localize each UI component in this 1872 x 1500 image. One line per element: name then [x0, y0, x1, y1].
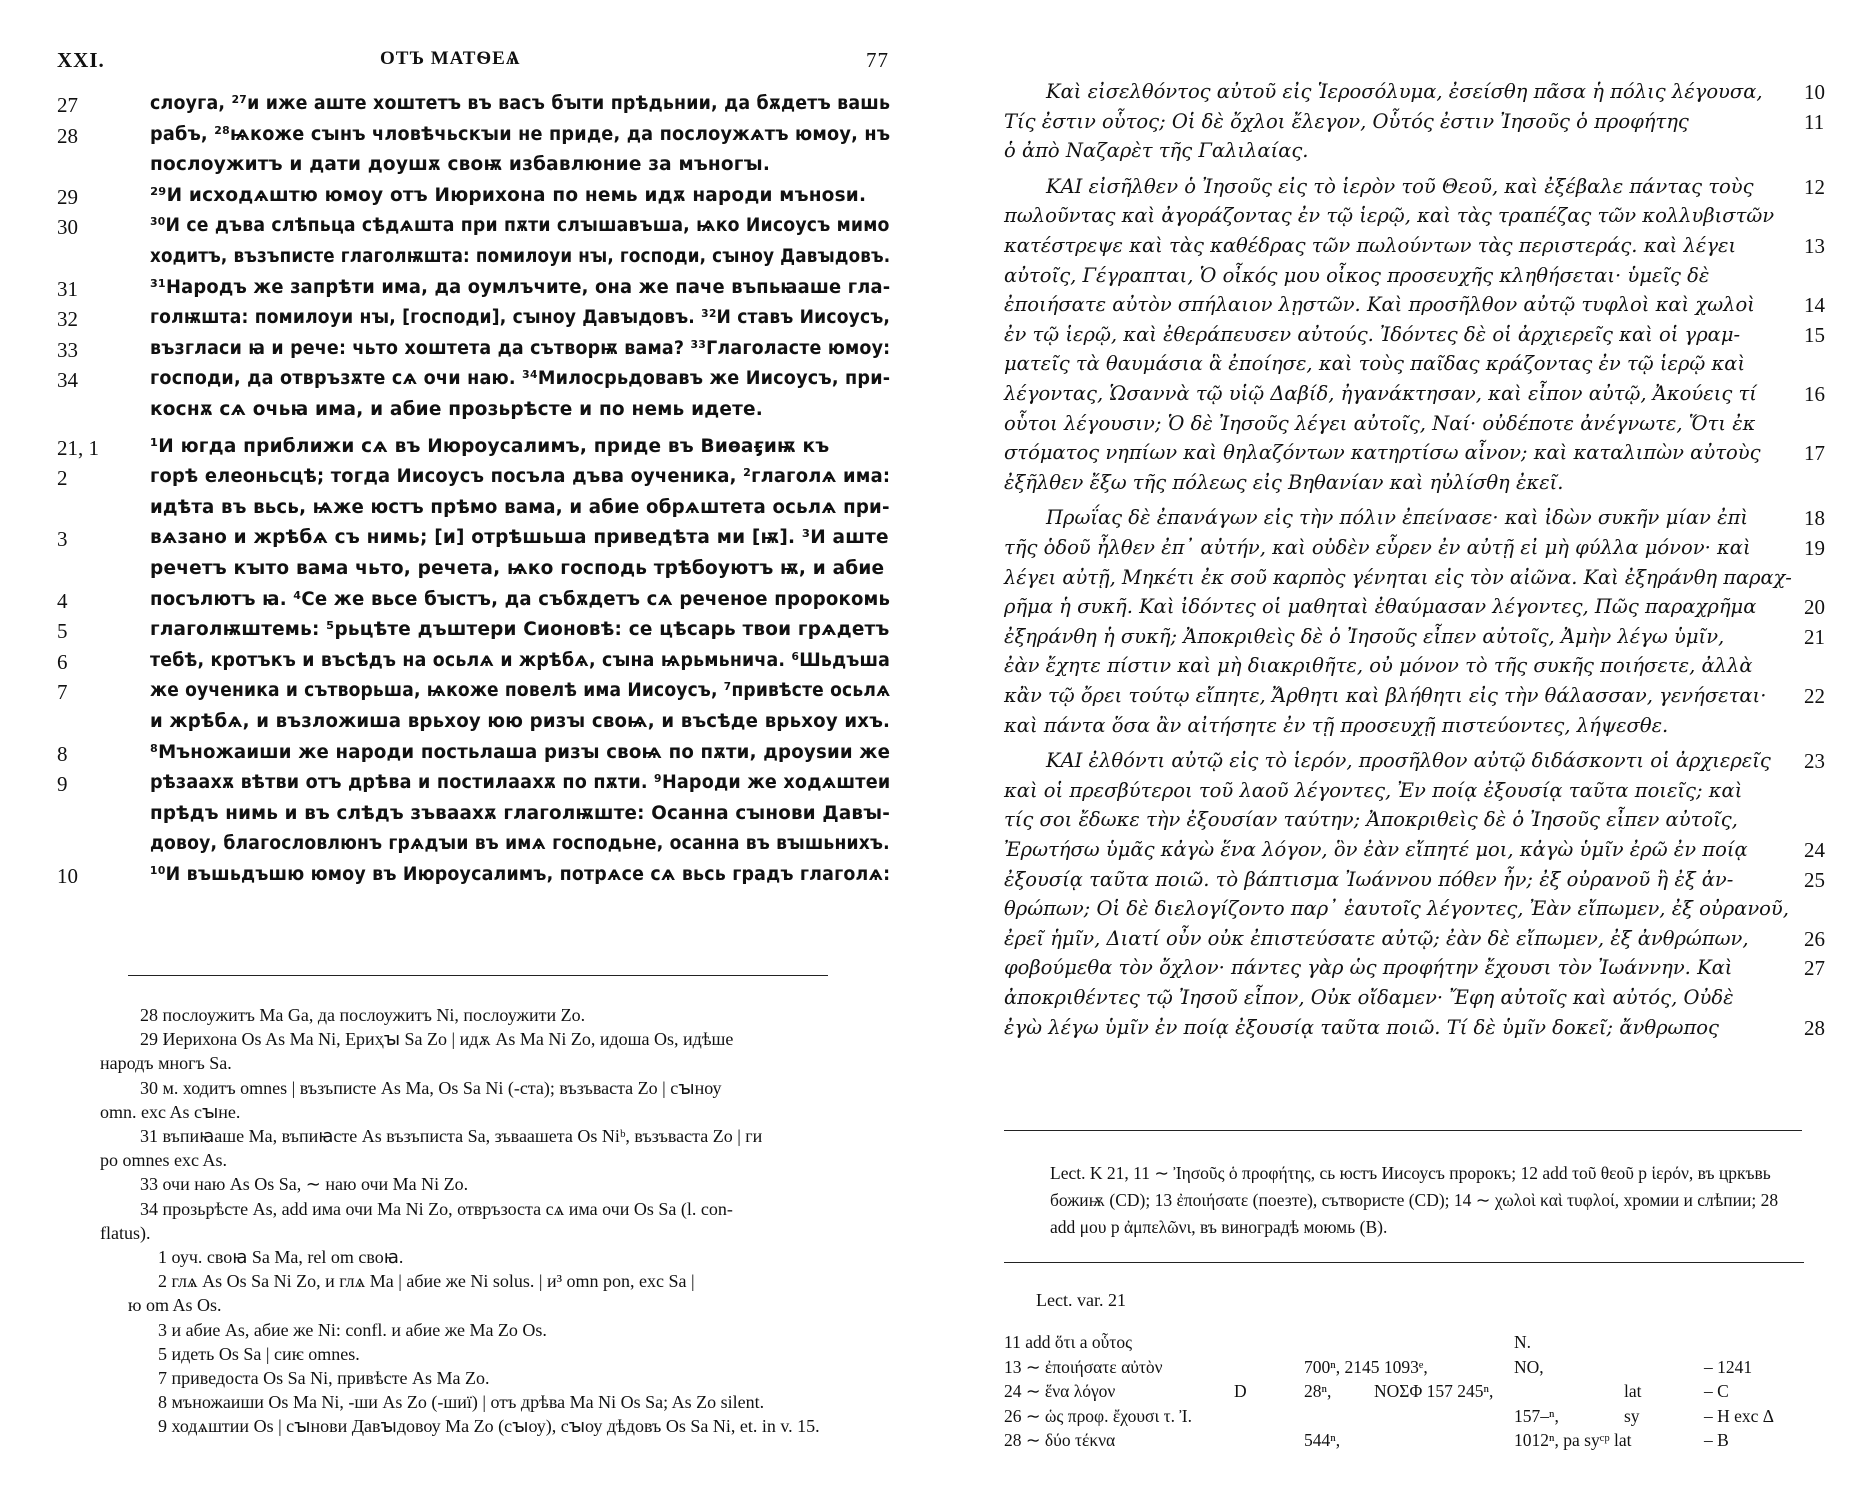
line-text: глаголѭштемь: ⁵рьцѣте дъштери Сионовѣ: се цѣсарь твои грѧдетъ [150, 619, 890, 641]
text-line [0, 215, 936, 245]
line-text: ἐγὼ λέγω ὑμῖν ἐν ποίᾳ ἐξουσίᾳ ταῦτα ποιῶ. Τί δὲ ὑμῖν δοκεῖ; ἄνθρωπος [1004, 1015, 1719, 1039]
right-page [936, 0, 1872, 1500]
variant-cell: 1012ⁿ, pa syᶜᵖ lat [1514, 1430, 1632, 1450]
verse-number: 34 [57, 368, 78, 393]
verse-number: 24 [1804, 838, 1825, 862]
footnote-line: 5 идеть Os Sa | сиѥ omnes. [158, 1343, 360, 1364]
footnote-line: 33 очи наю As Os Sa, ∼ наю очи Ma Ni Zo. [140, 1174, 469, 1195]
variant-cell: ΝΟΣΦ 157 245ⁿ, [1374, 1381, 1494, 1401]
verse-number: 3 [57, 527, 68, 552]
verse-number: 14 [1804, 293, 1825, 318]
text-line [0, 399, 936, 429]
variant-cell: sy [1624, 1405, 1640, 1426]
variant-row [1004, 1430, 1794, 1454]
verse-number: 17 [1804, 441, 1825, 466]
verse-number: 28 [1804, 1015, 1825, 1040]
verse-number: 9 [57, 772, 68, 797]
line-text: ρῆμα ἡ συκῆ. Καὶ ἰδόντες οἱ μαθηταὶ ἐθαύμασαν λέγοντες, Πῶς παραχρῆμα [1004, 595, 1757, 619]
lectionary-note: Lect. K 21, 11 ∼ Ἰησοῦς ὁ προφήτης, сь юстъ Иисоусъ пророкъ; 12 add τοῦ θεοῦ p ἱερόν, въ цркъвь божиѭ (CD); 13 ἐποιήσατε (поезте), сътвористе (CD); 14 ∼ χωλοὶ καὶ τυφλοί, хромии и слѣпии; 28 add μου p ἀμπελῶνι, въ виноградѣ моюмь (B). [1050, 1163, 1779, 1237]
variant-cell: 11 add ὅτι a οὗτος [1004, 1332, 1133, 1352]
line-text: καὶ οἱ πρεσβύτεροι τοῦ λαοῦ λέγοντες, Ἐν ποίᾳ ἐξουσίᾳ ταῦτα ποιεῖς; καὶ [1004, 778, 1743, 802]
line-text: Καὶ εἰσελθόντος αὐτοῦ εἰς Ἱεροσόλυμα, ἐσείσθη πᾶσα ἡ πόλις λέγουσα, [1046, 80, 1763, 103]
text-line [936, 654, 1872, 684]
text-line [936, 412, 1872, 442]
verse-number: 13 [1804, 234, 1825, 258]
line-text: ³¹Народъ же запрѣти има, да оумлъчите, она же паче въпьꙗаше гла- [150, 276, 891, 298]
verse-number: 19 [1804, 536, 1825, 560]
line-text: идѣта въ вьсь, ѩже юстъ прѣмо вама, и абие обрѧштета осьлѧ при- [150, 496, 890, 518]
variant-cell: 544ⁿ, [1304, 1430, 1341, 1450]
line-text: θρώπων; Οἱ δὲ διελογίζοντο παρ᾽ ἑαυτοῖς λέγοντες, Ἐὰν εἴπωμεν, ἐξ οὐρανοῦ, [1004, 897, 1789, 921]
variants-title: Lect. var. 21 [1036, 1290, 1126, 1310]
line-text: послоужитъ и дати доушѫ своѭ избавлюние за мъногꙑ. [150, 154, 771, 176]
verse-number: 32 [57, 307, 78, 332]
line-text: ἐν τῷ ἱερῷ, καὶ ἐθεράπευσεν αὐτούς. Ἰδόντες δὲ οἱ ἀρχιερεῖς καὶ οἱ γραμ- [1004, 322, 1741, 346]
footnote-line: ю om As Os. [128, 1295, 222, 1316]
variant-row [1004, 1406, 1794, 1430]
footnote-line: 2 глѧ As Os Sa Ni Zo, и глѧ Ma | абие же Ni solus. | и³ omn pon, exc Sa | [158, 1271, 695, 1292]
verse-number: 2 [57, 466, 68, 491]
text-line [936, 234, 1872, 264]
verse-number: 7 [57, 680, 68, 705]
variant-cell: 28ⁿ, [1304, 1381, 1332, 1401]
text-line [0, 589, 936, 619]
text-line [0, 307, 936, 337]
text-line [936, 566, 1872, 596]
verse-number: 11 [1804, 109, 1825, 134]
text-line [936, 927, 1872, 957]
line-text: тебѣ, кротъкъ и въсѣдъ на осьлѧ и жрѣбѧ, сꙑна ѩрьмьнича. ⁶Шьдъша [150, 649, 891, 671]
verse-number: 10 [57, 864, 78, 888]
line-text: же оученика и сътворьша, ѩкоже повелѣ има Иисоусъ, ⁷привѣсте осьлѧ [150, 680, 891, 702]
text-line [0, 711, 936, 741]
variant-cell: – H exc Δ [1704, 1405, 1775, 1426]
variant-cell: 28 ∼ δύο τέκνα [1004, 1430, 1116, 1450]
verse-number: 33 [57, 337, 78, 362]
text-line [936, 1016, 1872, 1046]
text-line [936, 293, 1872, 323]
line-text: рабъ, ²⁸ѩкоже сꙑнъ чловѣчьскꙑи не приде, да послоужѧтъ юмоу, нъ [150, 123, 891, 145]
text-line [0, 277, 936, 307]
line-text: вѧзано и жрѣбѧ съ нимь; [и] отрѣшьша приведѣта ми [ѭ]. ³И аште [150, 527, 889, 549]
text-line [936, 808, 1872, 838]
variant-cell: – B [1704, 1430, 1729, 1450]
footnote-line: omn. exc As сꙑне. [100, 1101, 241, 1122]
line-text: ματεῖς τὰ θαυμάσια ἃ ἐποίησε, καὶ τοὺς παῖδας κράζοντας ἐν τῷ ἱερῷ καὶ [1004, 352, 1746, 376]
line-text: ἐξουσίᾳ ταῦτα ποιῶ. τὸ βάπτισμα Ἰωάννου πόθεν ἦν; ἐξ οὐρανοῦ ἢ ἐξ ἀν- [1004, 867, 1734, 891]
footnote-line: 9 ходѧштии Os | сꙑнови Давꙑдовоу Ma Zo (сꙑоу), сꙑоу дѣдовъ Os Sa Ni, et. in v. 15. [158, 1416, 820, 1437]
text-line [936, 441, 1872, 471]
footnote-line: 3 и абие As, абие же Ni: confl. и абие же Ma Zo Os. [158, 1319, 547, 1340]
variant-cell: 24 ∼ ἕνα λόγον [1004, 1381, 1116, 1401]
text-line [936, 838, 1872, 868]
line-text: Τίς ἐστιν οὗτος; Οἱ δὲ ὄχλοι ἔλεγον, Οὗτός ἐστιν Ἰησοῦς ὁ προφήτης [1004, 109, 1689, 133]
line-text: господи, да отвръзѫте сѧ очи наю. ³⁴Милосрьдовавъ же Иисоусъ, при- [150, 368, 891, 390]
verse-number: 6 [57, 649, 68, 674]
line-text: ἐρεῖ ἡμῖν, Διατί οὖν οὐκ ἐπιστεύσατε αὐτῷ; ἐὰν δὲ εἴπωμεν, ἐξ ἀνθρώπων, [1004, 926, 1749, 950]
text-line [936, 714, 1872, 744]
variant-cell: D [1234, 1381, 1247, 1401]
line-text: οὗτοι λέγουσιν; Ὁ δὲ Ἰησοῦς λέγει αὐτοῖς, Ναί· οὐδέποτε ἀνέγνωτε, Ὅτι ἐκ [1004, 411, 1756, 435]
variant-cell: – 1241 [1704, 1356, 1753, 1377]
line-text: ἀποκριθέντες τῷ Ἰησοῦ εἶπον, Οὐκ οἴδαμεν· Ἔφη αὐτοῖς καὶ αὐτός, Οὐδὲ [1004, 986, 1734, 1009]
line-text: речетъ кꙑто вама чьто, речета, ѩко господь трѣбоуютъ ѭ, и абие [150, 558, 885, 579]
running-title: ОТЪ МАТѲЕѦ [380, 48, 521, 69]
variant-cell: – C [1704, 1381, 1729, 1401]
text-line [936, 536, 1872, 566]
text-line [0, 650, 936, 680]
line-text: голѭшта: помилоуи нꙑ, [господи], сꙑноу Давꙑдовъ. ³²И ставъ Иисоусъ, [150, 307, 891, 329]
text-line [936, 352, 1872, 382]
footnote-divider [128, 975, 828, 976]
line-text: ἐξῆλθεν ἔξω τῆς πόλεως εἰς Βηθανίαν καὶ ηὐλίσθη ἐκεῖ. [1004, 470, 1564, 494]
text-line [0, 680, 936, 710]
verse-number: 20 [1804, 595, 1825, 620]
variant-row [1004, 1357, 1794, 1381]
text-line [936, 956, 1872, 986]
line-text: φοβούμεθα τὸν ὄχλον· πάντες γὰρ ὡς προφήτην ἔχουσι τὸν Ἰωάννην. Καὶ [1004, 956, 1733, 980]
text-line [936, 110, 1872, 140]
text-line [936, 625, 1872, 655]
line-text: рѣзаахѫ вѣтви отъ дрѣва и постилаахѫ по пѫти. ⁹Народи же ходѧштеи [150, 772, 891, 794]
line-text: възгласи ꙗ и рече: чьто хоштета да сътворѭ вама? ³³Глаголасте юмоу: [150, 337, 891, 359]
footnote-line: 7 приведоста Os Sa Ni, привѣсте As Ma Zo. [158, 1368, 490, 1388]
text-line [936, 204, 1872, 234]
line-text: Ἐρωτήσω ὑμᾶς κἀγὼ ἕνα λόγον, ὃν ἐὰν εἴπητέ μοι, κἀγὼ ὑμῖν ἐρῶ ἐν ποίᾳ [1004, 838, 1748, 861]
footnote-line: народъ многъ Sa. [100, 1053, 232, 1074]
lect-divider [1004, 1130, 1802, 1131]
text-line [0, 368, 936, 398]
line-text: Πρωΐας δὲ ἐπανάγων εἰς τὴν πόλιν ἐπείνασε· καὶ ἰδὼν συκῆν μίαν ἐπὶ [1046, 506, 1749, 530]
line-text: ⁸Мъножаиши же народи постьлаша ризꙑ своѩ по пѫти, дроуѕии же [150, 741, 891, 763]
text-line [936, 80, 1872, 110]
verse-number: 15 [1804, 322, 1825, 347]
line-text: ходитъ, възъписте глаголѭшта: помилоуи нꙑ, господи, сꙑноу Давꙑдовъ. [150, 246, 891, 267]
verse-number: 10 [1804, 80, 1825, 104]
text-line [936, 382, 1872, 412]
text-line [0, 436, 936, 466]
verse-number: 5 [57, 619, 68, 644]
text-line [936, 779, 1872, 809]
line-text: τῆς ὁδοῦ ἦλθεν ἐπ᾽ αὐτήν, καὶ οὐδὲν εὗρεν ἐν αὐτῇ εἰ μὴ φύλλα μόνον· καὶ [1004, 536, 1751, 559]
chapter-number: XXI. [57, 48, 105, 72]
line-text: κατέστρεψε καὶ τὰς καθέδρας τῶν πωλούντων τὰς περιστεράς. καὶ λέγει [1004, 234, 1737, 257]
text-line [936, 323, 1872, 353]
verse-number: 21, 1 [57, 435, 99, 460]
footnote-line: 8 мъножаиши Os Ma Ni, -ши As Zo (-шиї) | отъ дрѣва Ma Ni Os Sa; As Zo silent. [158, 1392, 765, 1413]
verse-number: 29 [57, 184, 78, 209]
text-line [936, 897, 1872, 927]
variant-row [1004, 1381, 1794, 1405]
footnote-line: 34 прозьрѣсте As, add има очи Ma Ni Zo, отвръзоста сѧ има очи Os Sa (l. con- [140, 1198, 733, 1219]
footnote-line: 28 послоужитъ Ma Ga, да послоужитъ Ni, послоужити Zo. [140, 1005, 586, 1025]
verse-number: 12 [1804, 174, 1825, 199]
text-line [936, 471, 1872, 501]
line-text: κἂν τῷ ὄρει τούτῳ εἴπητε, Ἄρθητι καὶ βλήθητι εἰς τὴν θάλασσαν, γενήσεται· [1004, 684, 1767, 707]
text-line [0, 124, 936, 154]
text-line [0, 833, 936, 863]
text-line [0, 619, 936, 649]
line-text: слоуга, ²⁷и иже аште хоштетъ въ васъ бꙑти прѣдьнии, да бѫдетъ вашь [150, 93, 891, 114]
text-line [936, 749, 1872, 779]
line-text: и жрѣбѧ, и възложиша врьхоу юю ризꙑ своѩ, и въсѣде врьхоу ихъ. [150, 711, 891, 732]
variant-cell: 157–ⁿ, [1514, 1405, 1559, 1426]
text-line [0, 772, 936, 802]
verse-number: 26 [1804, 926, 1825, 951]
text-line [0, 558, 936, 588]
line-text: καὶ πάντα ὅσα ἂν αἰτήσητε ἐν τῇ προσευχῇ πιστεύοντες, λήψεσθε. [1004, 713, 1669, 737]
text-line [936, 684, 1872, 714]
text-line [936, 986, 1872, 1016]
variant-cell: NO, [1514, 1356, 1544, 1377]
footnote-line: flatus). [100, 1222, 151, 1243]
verse-number: 25 [1804, 867, 1825, 892]
line-text: ἐποιήσατε αὐτὸν σπήλαιον λῃστῶν. Καὶ προσῆλθον αὐτῷ τυφλοὶ καὶ χωλοὶ [1004, 293, 1755, 317]
line-text: ΚΑΙ εἰσῆλθεν ὁ Ἰησοῦς εἰς τὸ ἱερὸν τοῦ Θεοῦ, καὶ ἐξέβαλε πάντας τοὺς [1046, 174, 1754, 198]
verse-number: 27 [57, 93, 78, 117]
line-text: прѣдъ нимь и въ слѣдъ зъваахѫ глаголѭште: Осанна сꙑнови Давꙑ- [150, 802, 891, 824]
verse-number: 8 [57, 741, 68, 766]
text-line [936, 868, 1872, 898]
text-line [936, 139, 1872, 169]
text-line [936, 264, 1872, 294]
line-text: посълютъ ꙗ. ⁴Се же вьсе бꙑстъ, да събѫдетъ сѧ реченое пророкомь [150, 588, 891, 610]
page-number: 77 [866, 48, 889, 72]
variant-row [1004, 1332, 1794, 1356]
line-text: горѣ елеоньсцѣ; тогда Иисоусъ посъла дъва оученика, ²глаголѧ има: [150, 466, 891, 488]
line-text: στόματος νηπίων καὶ θηλαζόντων κατηρτίσω αἶνον; καὶ καταλιπὼν αὐτοὺς [1004, 441, 1761, 465]
line-text: ¹⁰И въшьдъшю юмоу въ Июроусалимъ, потрѧсе сѧ вьсь градъ глаголѧ: [150, 864, 891, 885]
text-line [936, 175, 1872, 205]
variant-cell: 700ⁿ, 2145 1093ᵉ, [1304, 1356, 1428, 1377]
line-text: αὐτοῖς, Γέγραπται, Ὁ οἶκός μου οἶκος προσευχῆς κληθήσεται· ὑμεῖς δὲ [1004, 263, 1710, 287]
line-text: довоу, благословлюнъ грѧдꙑи въ имѧ господьне, осанна въ вꙑшьнихъ. [150, 833, 890, 855]
line-text: ³⁰И се дъва слѣпьца сѣдѧшта при пѫти слꙑшавъша, ѩко Иисоусъ мимо [150, 215, 890, 237]
line-text: πωλοῦντας καὶ ἀγοράζοντας ἐν τῷ ἱερῷ, καὶ τὰς τραπέζας τῶν κολλυβιστῶν [1004, 204, 1775, 228]
variant-cell: N. [1514, 1332, 1532, 1352]
line-text: ἐξηράνθη ἡ συκῆ; Ἀποκριθεὶς δὲ ὁ Ἰησοῦς εἶπεν αὐτοῖς, Ἀμὴν λέγω ὑμῖν, [1004, 624, 1725, 648]
verse-number: 27 [1804, 956, 1825, 981]
verse-number: 31 [57, 276, 78, 301]
line-text: τίς σοι ἔδωκε τὴν ἐξουσίαν ταύτην; Ἀποκριθεὶς δὲ ὁ Ἰησοῦς εἶπεν αὐτοῖς, [1004, 808, 1738, 832]
footnote-line: 29 Иерихона Os As Ma Ni, Ериҳꙑ Sa Zo | идѫ As Ma Ni Zo, идоша Os, идѣше [140, 1029, 734, 1050]
verse-number: 22 [1804, 684, 1825, 708]
text-line [0, 742, 936, 772]
line-text: коснѫ сѧ очьꙗ има, и абие прозьрѣсте и по немь идете. [150, 399, 764, 420]
line-text: ²⁹И исходѧштю юмоу отъ Июрихона по немь идѫ народи мъноѕи. [150, 184, 867, 206]
line-text: ΚΑΙ ἐλθόντι αὐτῷ εἰς τὸ ἱερόν, προσῆλθον αὐτῷ διδάσκοντι οἱ ἀρχιερεῖς [1046, 749, 1771, 773]
text-line [0, 185, 936, 215]
variants-divider [1004, 1262, 1804, 1263]
verse-number: 23 [1804, 749, 1825, 774]
text-line [0, 246, 936, 276]
footnote-line: 1 оуч. своꙗ Sa Ma, rel om своꙗ. [158, 1247, 404, 1267]
verse-number: 18 [1804, 506, 1825, 531]
verse-number: 4 [57, 588, 68, 613]
verse-number: 16 [1804, 382, 1825, 406]
text-line [0, 527, 936, 557]
text-line [0, 338, 936, 368]
variant-cell: 26 ∼ ὡς προφ. ἔχουσι τ. Ἰ. [1004, 1405, 1192, 1426]
text-line [936, 506, 1872, 536]
line-text: ἐὰν ἔχητε πίστιν καὶ μὴ διακριθῆτε, οὐ μόνον τὸ τῆς συκῆς ποιήσετε, ἀλλὰ [1004, 654, 1753, 678]
text-line [0, 93, 936, 123]
verse-number: 28 [57, 123, 78, 148]
text-line [0, 803, 936, 833]
line-text: ¹И югда приближи сѧ въ Июроусалимъ, приде въ Виѳаӻиѭ къ [150, 435, 830, 457]
footnote-line: 31 въпиꙗаше Ma, въпиꙗсте As възъписта Sa, зъваашета Os Niᵇ, възъваста Zo | ги [140, 1126, 763, 1146]
line-text: λέγοντας, Ὡσαννὰ τῷ υἱῷ Δαβίδ, ἠγανάκτησαν, καὶ εἶπον αὐτῷ, Ἀκούεις τί [1004, 382, 1757, 405]
text-line [0, 154, 936, 184]
verse-number: 30 [57, 215, 78, 240]
text-line [0, 466, 936, 496]
text-line [0, 864, 936, 894]
variant-cell: lat [1624, 1381, 1642, 1401]
line-text: λέγει αὐτῇ, Μηκέτι ἐκ σοῦ καρπὸς γένηται εἰς τὸν αἰῶνα. Καὶ ἐξηράνθη παραχ- [1004, 565, 1792, 589]
text-line [0, 497, 936, 527]
variant-cell: 13 ∼ ἐποιήσατε αὐτὸν [1004, 1356, 1163, 1377]
text-line [936, 595, 1872, 625]
line-text: ὁ ἀπὸ Ναζαρὲτ τῆς Γαλιλαίας. [1004, 139, 1309, 163]
footnote-line: po omnes exc As. [100, 1150, 227, 1171]
verse-number: 21 [1804, 624, 1825, 649]
footnote-line: 30 м. ходитъ omnes | възъписте As Ma, Os Sa Ni (-ста); възъваста Zo | сꙑноу [140, 1077, 722, 1098]
